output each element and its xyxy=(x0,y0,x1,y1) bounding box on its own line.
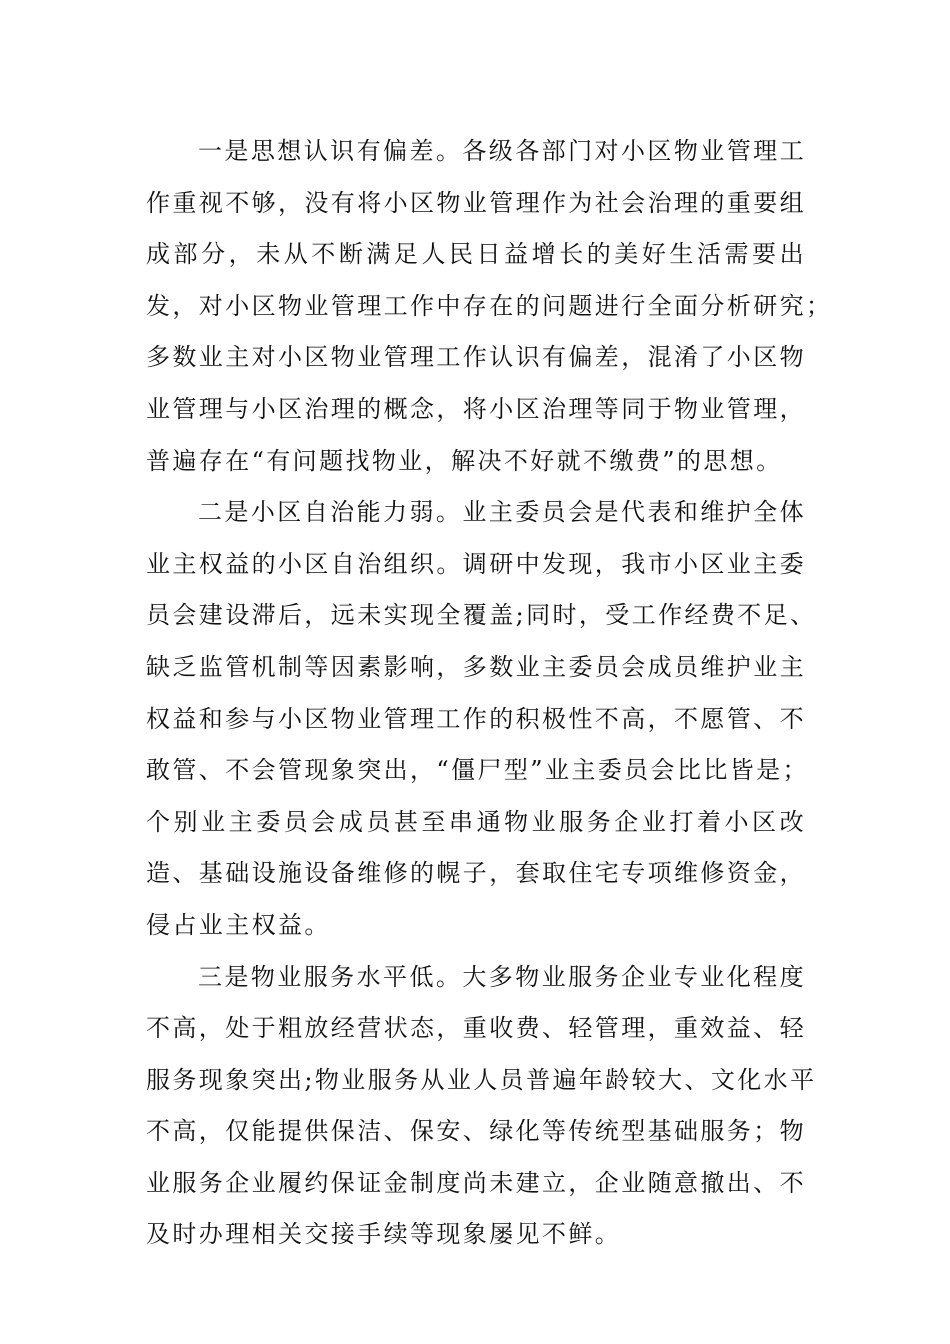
paragraph-line: 一是思想认识有偏差。各级各部门对小区物业管理工 xyxy=(198,137,806,165)
paragraph-line: 作重视不够，没有将小区物业管理作为社会治理的重要组 xyxy=(146,188,806,217)
paragraph-line: 业主权益的小区自治组织。调研中发现，我市小区业主委 xyxy=(146,549,806,578)
paragraph-line: 三是物业服务水平低。大多物业服务企业专业化程度 xyxy=(198,962,806,991)
paragraph-line: 普遍存在“有问题找物业，解决不好就不缴费”的思想。 xyxy=(146,446,783,475)
paragraph-line: 不高，仅能提供保洁、保安、绿化等传统型基础服务；物 xyxy=(146,1117,806,1146)
paragraph-line: 及时办理相关交接手续等现象屡见不鲜。 xyxy=(146,1220,622,1249)
paragraph-line: 多数业主对小区物业管理工作认识有偏差，混淆了小区物 xyxy=(146,343,806,372)
paragraph-line: 造、基础设施设备维修的幌子，套取住宅专项维修资金， xyxy=(146,859,806,888)
paragraph-line: 缺乏监管机制等因素影响，多数业主委员会成员维护业主 xyxy=(146,652,806,681)
paragraph-line: 员会建设滞后，远未实现全覆盖;同时，受工作经费不足、 xyxy=(146,601,817,630)
paragraph-line: 不高，处于粗放经营状态，重收费、轻管理，重效益、轻 xyxy=(146,1014,806,1043)
paragraph-line: 业服务企业履约保证金制度尚未建立，企业随意撤出、不 xyxy=(146,1168,806,1197)
paragraph-line: 业管理与小区治理的概念，将小区治理等同于物业管理， xyxy=(146,394,806,423)
paragraph-line: 侵占业主权益。 xyxy=(146,910,331,939)
paragraph-line: 个别业主委员会成员甚至串通物业服务企业打着小区改 xyxy=(146,807,806,836)
paragraph-thinking-deviation xyxy=(146,126,833,487)
paragraph-line: 成部分，未从不断满足人民日益增长的美好生活需要出 xyxy=(146,240,806,269)
document-body xyxy=(146,126,833,1261)
paragraph-line: 权益和参与小区物业管理工作的积极性不高，不愿管、不 xyxy=(146,704,806,733)
paragraph-low-service-level xyxy=(146,952,817,1262)
paragraph-line: 敢管、不会管现象突出，“僵尸型”业主委员会比比皆是； xyxy=(146,756,809,785)
paragraph-line: 二是小区自治能力弱。业主委员会是代表和维护全体 xyxy=(198,498,806,527)
paragraph-line: 发，对小区物业管理工作中存在的问题进行全面分析研究； xyxy=(146,291,833,320)
paragraph-weak-self-governance xyxy=(146,487,817,951)
paragraph-line: 服务现象突出;物业服务从业人员普遍年龄较大、文化水平 xyxy=(146,1065,817,1094)
